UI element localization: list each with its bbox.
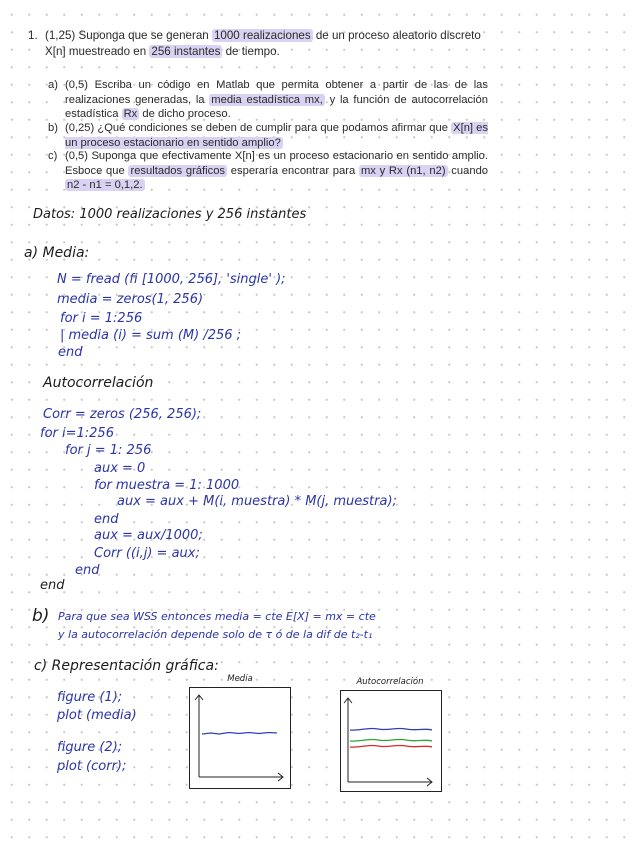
chart-media-title: Media xyxy=(227,674,253,684)
section-b-line-1: Para que sea WSS entonces media = cte E[X] = mx = cte xyxy=(58,610,376,623)
autocorr-code-line-7: end xyxy=(94,512,119,527)
autocorr-code-line-9: Corr ((i,j) = aux; xyxy=(94,546,200,561)
media-code-line-2: media = zeros(1, 256) xyxy=(57,292,204,307)
autocorr-code-line-8: aux = aux/1000; xyxy=(94,528,203,543)
highlight-resultados: resultados gráficos xyxy=(130,164,226,177)
chart-autocorr-title: Autocorrelación xyxy=(356,677,424,687)
media-code-line-5: end xyxy=(58,345,83,360)
c-code-line-3: figure (2); xyxy=(57,740,123,755)
c-code-line-4: plot (corr); xyxy=(57,759,127,774)
section-a-heading: a) Media: xyxy=(24,245,90,261)
autocorr-code-line-5: for muestra = 1: 1000 xyxy=(94,478,240,493)
media-code-line-3: for i = 1:256 xyxy=(60,311,143,326)
chart-media-sketch xyxy=(189,687,291,789)
c-code-line-1: figure (1); xyxy=(57,690,123,705)
highlight-realizaciones: 1000 realizaciones xyxy=(213,29,311,42)
highlight-mx-rx: mx y Rx (n1, n2) xyxy=(360,164,446,177)
autocorr-code-line-10: end xyxy=(75,563,100,578)
section-c-heading: c) Representación gráfica: xyxy=(34,658,219,674)
subquestion-a: a) (0,5) Escriba un código en Matlab que permita obtener a partir de las de las realizaciones generadas, la media estadística mx, y la función de autocorrelación estadística Rx de dicho proceso. xyxy=(48,79,488,120)
autocorr-code-line-2: for i=1:256 xyxy=(40,426,114,441)
section-b-label: b) xyxy=(32,606,50,626)
highlight-instantes: 256 instantes xyxy=(151,44,221,58)
media-code-line-4: | media (i) = sum (M) /256 ; xyxy=(60,328,242,343)
autocorr-code-line-4: aux = 0 xyxy=(94,461,146,476)
autocorr-code-line-1: Corr = zeros (256, 256); xyxy=(43,407,202,422)
datos-line: Datos: 1000 realizaciones y 256 instantes xyxy=(33,207,307,222)
section-b-line-2: y la autocorrelación depende solo de τ ó de la dif de t₂-t₁ xyxy=(58,628,373,641)
autocorr-code-line-3: for j = 1: 256 xyxy=(65,443,152,458)
chart-autocorr-sketch xyxy=(340,690,442,792)
problem-statement xyxy=(28,28,498,59)
media-code-line-1: N = fread (fi [1000, 256], 'single' ); xyxy=(57,272,286,287)
subquestion-b: b) (0,25) ¿Qué condiciones se deben de cumplir para que podamos afirmar que X[n] es un proceso estacionario en sentido amplio? xyxy=(48,122,488,149)
autocorr-heading: Autocorrelación xyxy=(43,375,154,391)
problem-number: 1. xyxy=(28,29,38,42)
chart-media-frame xyxy=(190,688,291,789)
problem-intro: (1,25) Suponga que se generan 1000 realizaciones de un proceso aleatorio discreto X[n] muestreado en 256 instantes de tiempo. xyxy=(45,29,481,58)
highlight-rx: Rx xyxy=(123,108,138,120)
highlight-media: media estadística mx, xyxy=(211,93,323,106)
subquestion-c: c) (0,5) Suponga que efectivamente X[n] es un proceso estacionario en sentido amplio. Esboce que resultados gráficos esperaría encontrar para mx y Rx (n1, n2) cuando n2 - n1 = 0,1,2. xyxy=(48,150,489,191)
c-code-line-2: plot (media) xyxy=(57,708,137,723)
highlight-n2-n1: n2 - n1 = 0,1,2. xyxy=(67,179,143,191)
autocorr-code-line-11: end xyxy=(40,578,65,593)
highlight-estacionario: X[n] es un proceso estacionario en sentido amplio? xyxy=(65,122,488,149)
autocorr-code-line-6: aux = aux + M(i, muestra) * M(j, muestra); xyxy=(117,494,397,509)
